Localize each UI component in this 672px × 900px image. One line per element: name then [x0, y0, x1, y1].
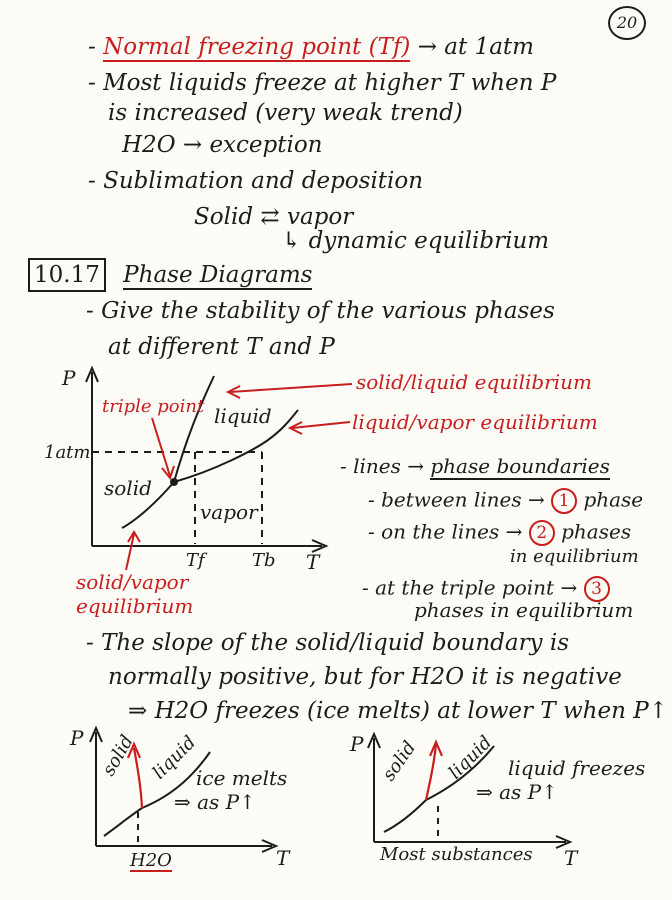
- d1-triple-point-dot: [170, 478, 178, 486]
- d3-p-label: P: [350, 732, 364, 756]
- d1-triple-arrow: [152, 418, 170, 476]
- page-number: 20: [608, 6, 646, 40]
- note-phase-word: phase: [583, 487, 644, 512]
- slope-line-3: ⇒ H2O freezes (ice melts) at lower T when P↑: [128, 698, 668, 724]
- line-sublimation: - Sublimation and deposition: [88, 168, 424, 194]
- d2-liquid-label: liquid: [148, 731, 201, 784]
- d1-1atm-label: 1atm: [44, 442, 91, 463]
- note-two-circle: 2: [529, 520, 555, 546]
- line-freezing-dash: -: [88, 34, 96, 60]
- line-pressure-trend: is increased (very weak trend): [108, 100, 463, 126]
- d1-solid-liquid-arrow: [230, 384, 352, 392]
- note-triple-text: - at the triple point →: [362, 575, 578, 600]
- slope-line-2: normally positive, but for H2O it is negative: [108, 664, 622, 690]
- note-lines-prefix: - lines →: [340, 454, 425, 478]
- line-dynamic-equilibrium: ↳ dynamic equilibrium: [282, 228, 550, 254]
- note-on-lines: [368, 520, 631, 546]
- d3-liquid-label: liquid: [444, 731, 497, 784]
- note-on-text: - on the lines →: [368, 519, 523, 544]
- d3-t-label: T: [564, 846, 578, 870]
- d2-solid-label: solid: [98, 731, 139, 780]
- d1-tf-label: Tf: [186, 550, 205, 571]
- d1-solid-liquid-eq-label: solid/liquid equilibrium: [356, 370, 592, 394]
- note-in-equilibrium: in equilibrium: [510, 546, 639, 567]
- d1-tb-label: Tb: [252, 550, 276, 571]
- d1-triple-point-label: triple point: [102, 396, 205, 417]
- line-freezing-rest: → at 1atm: [417, 34, 534, 60]
- d2-note-2: ⇒ as P↑: [174, 790, 256, 814]
- note-phase-boundaries: phase boundaries: [430, 454, 610, 478]
- d2-note-1: ice melts: [196, 766, 288, 790]
- d3-caption: Most substances: [380, 844, 533, 865]
- d2-caption: H2O: [130, 850, 172, 871]
- d2-t-label: T: [276, 846, 290, 870]
- section-number: 10.17: [28, 258, 106, 292]
- slope-line-1: - The slope of the solid/liquid boundary is: [86, 630, 570, 656]
- line-water-exception: H2O → exception: [122, 132, 323, 158]
- vapor-word: vapor: [286, 204, 354, 230]
- d1-solid-label: solid: [104, 476, 152, 500]
- section-title: Phase Diagrams: [123, 262, 313, 288]
- note-three-circle: 3: [584, 576, 610, 602]
- note-phases-in-equilibrium: phases in equilibrium: [414, 598, 634, 622]
- d2-solid-liquid-curve: [134, 748, 142, 808]
- d3-solid-vapor-curve: [384, 800, 426, 832]
- d1-solid-vapor-label-2: equilibrium: [76, 594, 194, 618]
- d1-liquid-vapor-eq-label: liquid/vapor equilibrium: [352, 410, 598, 434]
- d1-p-label: P: [62, 366, 76, 390]
- d3-note-2: ⇒ as P↑: [476, 780, 558, 804]
- equilibrium-arrows: ⇄: [260, 204, 280, 230]
- note-phases-word: phases: [561, 519, 632, 544]
- note-one-circle: 1: [551, 488, 577, 514]
- d2-p-label: P: [70, 726, 84, 750]
- note-between-lines: [368, 488, 643, 514]
- line-most-liquids: - Most liquids freeze at higher T when P: [88, 70, 557, 96]
- section-description-2: at different T and P: [108, 334, 335, 360]
- d3-note-1: liquid freezes: [508, 756, 646, 780]
- d2-solid-vapor-curve: [104, 808, 142, 836]
- d1-liquid-label: liquid: [214, 404, 272, 428]
- note-lines: [340, 456, 610, 476]
- section-description-1: - Give the stability of the various phases: [86, 298, 555, 324]
- d1-solid-vapor-label: solid/vapor: [76, 570, 189, 594]
- normal-freezing-point-term: Normal freezing point (Tf): [103, 34, 411, 60]
- note-between-text: - between lines →: [368, 487, 545, 512]
- d1-t-label: T: [306, 550, 320, 574]
- solid-word: Solid: [194, 204, 254, 230]
- d3-solid-label: solid: [378, 737, 421, 785]
- d1-vapor-label: vapor: [200, 500, 258, 524]
